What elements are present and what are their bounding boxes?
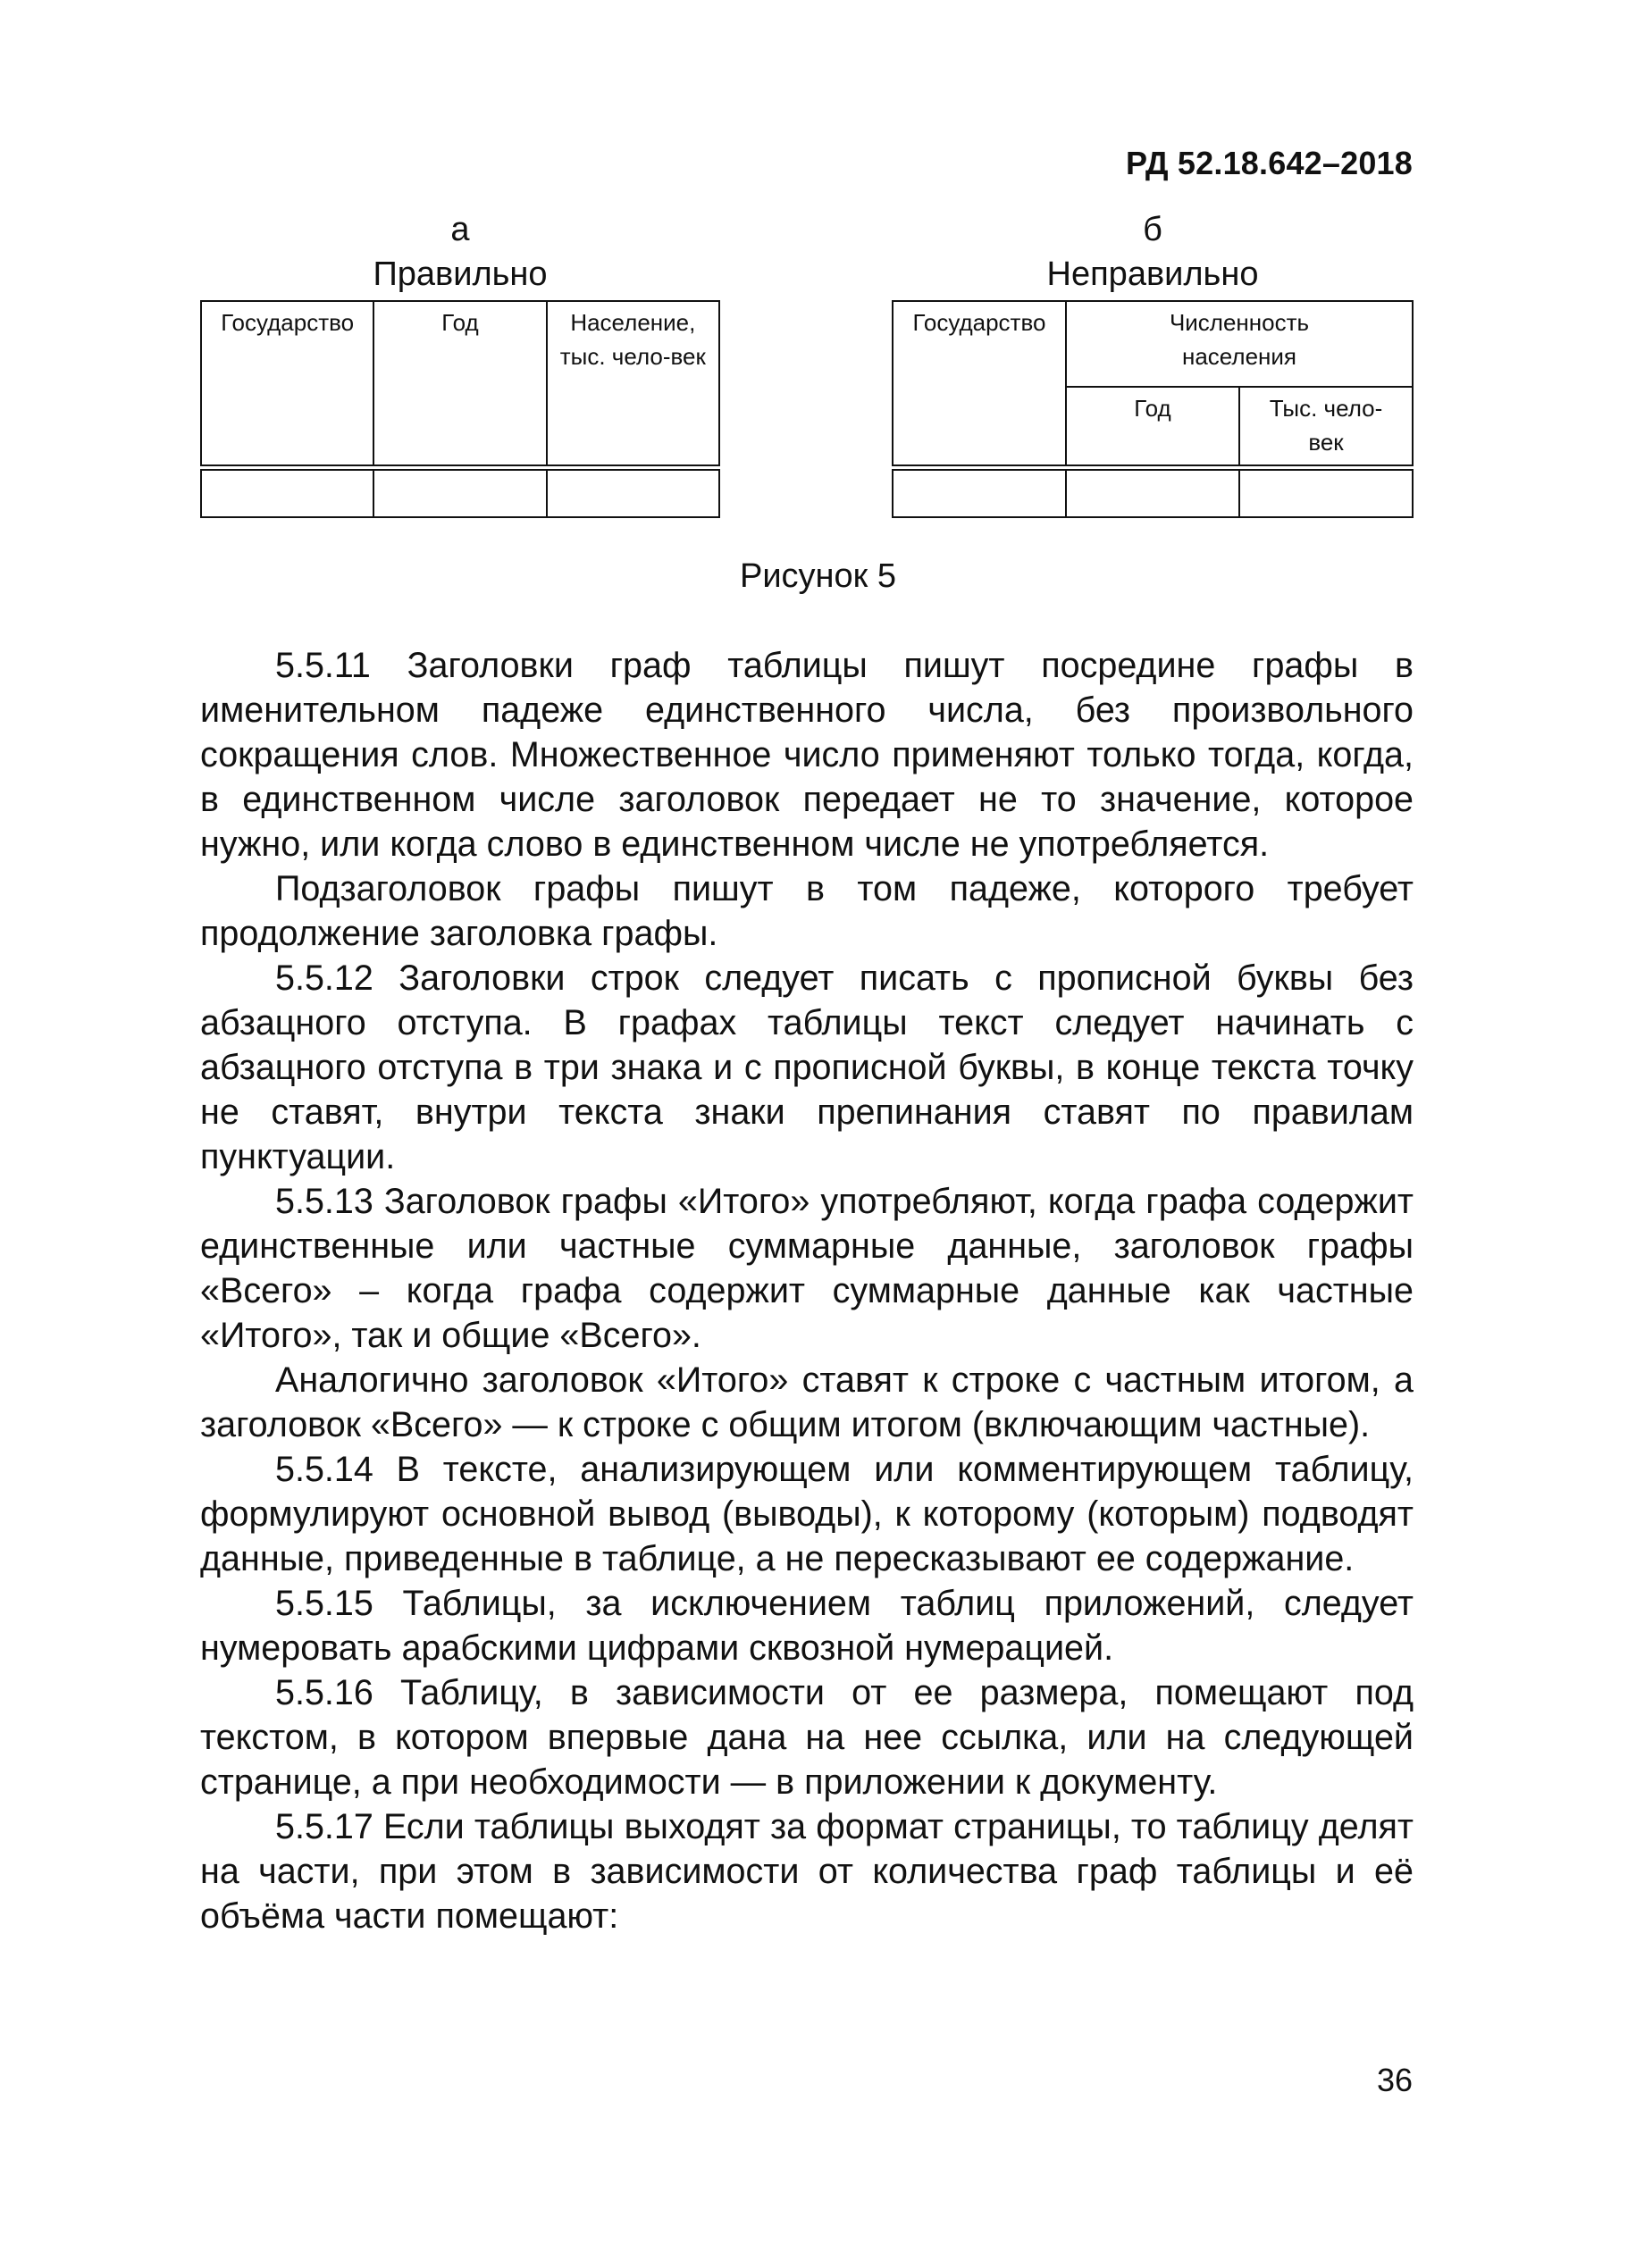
- paragraph: 5.5.16 Таблицу, в зависимости от ее размера, помещают под текстом, в котором впервые дана на нее ссылка, или на следующей странице, а при необходимости — в приложении к документу.: [200, 1673, 1414, 1802]
- table-cell: [1066, 467, 1239, 517]
- figure-panel-correct: [200, 207, 720, 518]
- column-header: Государство: [201, 301, 373, 467]
- column-header: Год: [373, 301, 546, 467]
- paragraph: Подзаголовок графы пишут в том падеже, которого требует продолжение заголовка графы.: [200, 869, 1414, 953]
- page-number: 36: [1376, 2062, 1413, 2098]
- panel-letter: а: [450, 211, 470, 248]
- example-table-incorrect: [892, 300, 1414, 518]
- column-header: Государство: [893, 301, 1066, 467]
- body-text: [200, 643, 1414, 1938]
- paragraph: 5.5.13 Заголовок графы «Итого» употребляют, когда графа содержит единственные или частные суммарные данные, заголовок графы «Всего» – когда графа содержит суммарные данные как частные «Итого», так и общие «Всего».: [200, 1182, 1414, 1355]
- figure-caption: Рисунок 5: [739, 557, 896, 595]
- table-cell: [547, 467, 719, 517]
- column-header-group: Численность населения: [1066, 301, 1413, 387]
- panel-letter: б: [1143, 211, 1162, 248]
- panel-caption: Неправильно: [1046, 255, 1259, 293]
- panel-caption: Правильно: [373, 255, 548, 293]
- column-header: Население, тыс. чело-век: [547, 301, 719, 467]
- paragraph: 5.5.15 Таблицы, за исключением таблиц приложений, следует нумеровать арабскими цифрами сквозной нумерацией.: [200, 1584, 1414, 1668]
- paragraph: 5.5.12 Заголовки строк следует писать с прописной буквы без абзацного отступа. В графах таблицы текст следует начинать с абзацного отступа в три знака и с прописной буквы, в конце текста точку не ставят, внутри текста знаки препинания ставят по правилам пунктуации.: [200, 958, 1414, 1176]
- paragraph: 5.5.17 Если таблицы выходят за формат страницы, то таблицу делят на части, при этом в зависимости от количества граф таблицы и её объёма части помещают:: [200, 1807, 1414, 1936]
- figure-panel-incorrect: [892, 207, 1414, 518]
- sub-column-header: Тыс. чело-век: [1239, 387, 1413, 467]
- sub-column-header: Год: [1066, 387, 1239, 467]
- table-cell: [201, 467, 373, 517]
- table-cell: [1239, 467, 1413, 517]
- paragraph: 5.5.14 В тексте, анализирующем или комментирующем таблицу, формулируют основной вывод (выводы), к которому (которым) подводят данные, приведенные в таблице, а не пересказывают ее содержание.: [200, 1450, 1414, 1578]
- table-cell: [893, 467, 1066, 517]
- paragraph: Аналогично заголовок «Итого» ставят к строке с частным итогом, а заголовок «Всего» — к строке с общим итогом (включающим частные).: [200, 1360, 1414, 1444]
- document-code: РД 52.18.642–2018: [1125, 145, 1413, 181]
- table-cell: [373, 467, 546, 517]
- example-table-correct: [200, 300, 720, 518]
- paragraph: 5.5.11 Заголовки граф таблицы пишут посредине графы в именительном падеже единственного числа, без произвольного сокращения слов. Множественное число применяют только тогда, когда, в единственном числе заголовок передает не то значение, которое нужно, или когда слово в единственном числе не употребляется.: [200, 646, 1414, 864]
